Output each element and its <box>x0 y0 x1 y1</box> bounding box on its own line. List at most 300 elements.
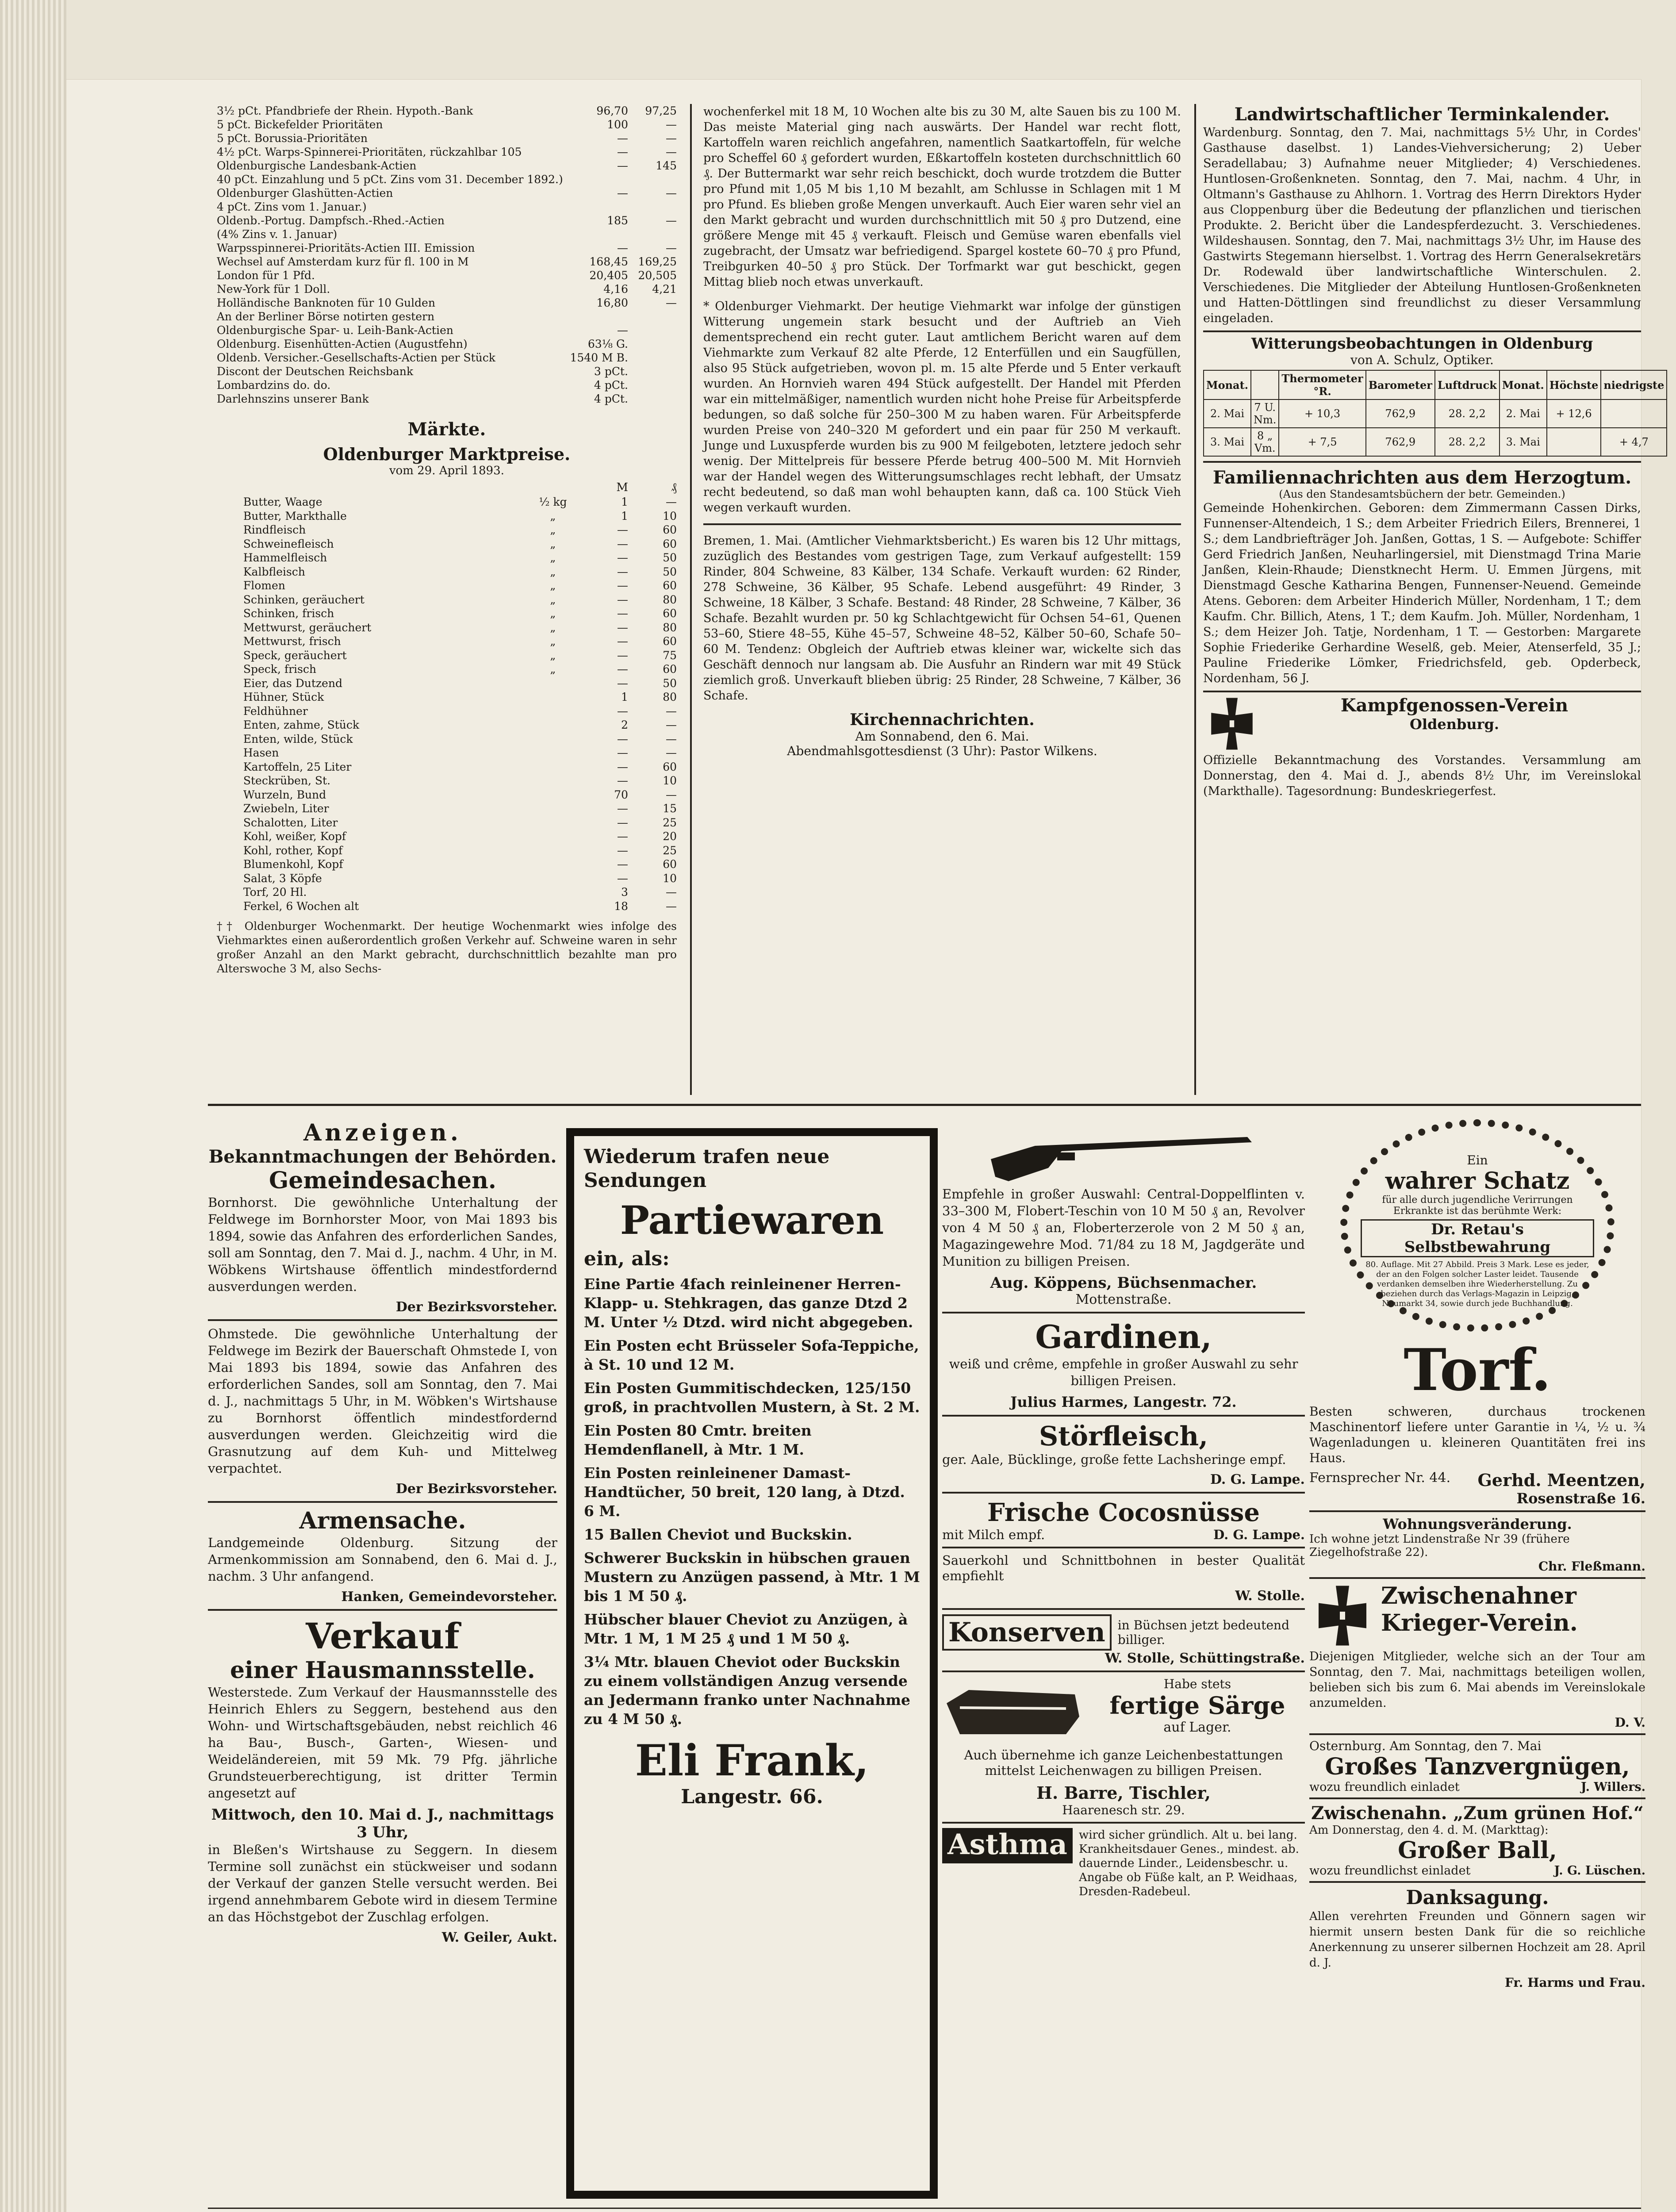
market-row <box>243 774 677 788</box>
zw-text: Diejenigen Mitglieder, welche sich an der Tour am Sonntag, den 7. Mai, nachmittags beteiligen wollen, belieben sich bis zum 6. Mai abends im Vereinslokale anzumelden. <box>1309 1650 1645 1710</box>
konserven-text: in Büchsen jetzt bedeutend billiger. <box>1117 1618 1289 1647</box>
stock-buy: — <box>617 146 628 158</box>
termin-heading: Landwirtschaftlicher Terminkalender. <box>1234 104 1610 125</box>
ball-name: J. G. Lüschen. <box>1554 1864 1645 1878</box>
partie-item: Ein Posten 80 Cmtr. breiten Hemdenflanell, à Mtr. 1 M. <box>584 1422 812 1458</box>
stock-buy: 63⅛ G. <box>587 338 628 350</box>
saerge-sub: auf Lager. <box>1163 1720 1231 1735</box>
partie-ein: ein, als: <box>584 1248 670 1270</box>
market-pf: 10 <box>663 509 677 522</box>
market-item: Hasen <box>243 746 279 759</box>
tanz-line <box>1309 1780 1645 1794</box>
weather-header: Barometer <box>1366 370 1435 399</box>
stock-label: Wechsel auf Amsterdam kurz für fl. 100 in M <box>217 255 469 268</box>
stock-row <box>217 255 677 269</box>
stock-label: (4% Zins v. 1. Januar) <box>217 228 338 241</box>
market-pf: — <box>666 732 677 745</box>
market-mark: 2 <box>621 718 628 731</box>
stock-row <box>217 378 677 392</box>
weather-cell: + 7,5 <box>1279 428 1365 456</box>
market-prices <box>217 495 677 913</box>
market-row <box>243 844 677 858</box>
partie-title: Partiewaren <box>620 1197 884 1243</box>
weather-cell: + 4,7 <box>1601 428 1667 456</box>
stock-row <box>217 337 677 351</box>
stock-row <box>217 104 677 118</box>
eli-addr: Langestr. 66. <box>681 1786 823 1808</box>
market-pf: 50 <box>663 676 677 690</box>
stock-label: Holländische Banknoten für 10 Gulden <box>217 296 436 309</box>
ofter-text: Osternburg. Am Sonntag, den 7. Mai <box>1309 1739 1542 1753</box>
market-unit <box>526 885 579 899</box>
column-rule <box>690 104 692 1095</box>
stock-label: 5 pCt. Bickefelder Prioritäten <box>217 118 383 131</box>
market-row <box>243 690 677 704</box>
market-row <box>243 509 677 523</box>
market-pf: 60 <box>663 537 677 550</box>
footer-rule <box>208 2208 1641 2209</box>
market-item: Mettwurst, geräuchert <box>243 621 372 634</box>
tanz-title: Großes Tanzvergnügen, <box>1325 1753 1630 1780</box>
market-pf: 80 <box>663 691 677 703</box>
market-unit <box>526 760 579 774</box>
book-page-edges <box>0 0 66 2212</box>
market-title: Oldenburger Marktpreise. <box>323 444 571 464</box>
market-item: Enten, zahme, Stück <box>243 718 360 731</box>
divider <box>1203 330 1641 332</box>
zw-krieger-ad <box>1309 1582 1645 1649</box>
stock-buy <box>563 173 629 186</box>
stock-sell <box>628 351 677 365</box>
divider <box>942 1822 1305 1824</box>
schatz-text: für alle durch jugendliche Verirrungen Erkrankte ist das berühmte Werk: <box>1382 1194 1573 1217</box>
wohnung-title: Wohnungsveränderung. <box>1383 1516 1572 1532</box>
official-notices <box>208 1119 557 2199</box>
stock-sell: — <box>666 132 677 145</box>
stock-buy: 96,70 <box>596 104 628 117</box>
schatz-ad <box>1340 1119 1615 1332</box>
market-item: Ferkel, 6 Wochen alt <box>243 899 359 913</box>
market-item: Flomen <box>243 579 285 592</box>
calendar-column <box>1203 104 1664 1104</box>
market-unit <box>526 704 579 718</box>
stock-sell: — <box>666 242 677 254</box>
weather-header: Thermometer °R. <box>1279 370 1365 399</box>
market-item: Feldhühner <box>243 704 308 718</box>
stock-sell <box>628 378 677 392</box>
divider <box>942 1492 1305 1494</box>
market-row <box>243 621 677 635</box>
saerge-pre: Habe stets <box>1163 1677 1231 1691</box>
market-row <box>243 816 677 830</box>
stock-row <box>217 131 677 145</box>
market-pf: 25 <box>663 816 677 829</box>
market-mark: — <box>617 676 628 690</box>
coco-line <box>942 1527 1305 1542</box>
market-item: Schalotten, Liter <box>243 816 338 829</box>
dank-title: Danksagung. <box>1406 1886 1549 1909</box>
kampf-title: Kampfgenossen-Verein <box>1340 695 1569 716</box>
asthma-text: wird sicher gründlich. Alt u. bei lang. Krankheitsdauer Genes., mindest. ab. dauernde Linder., Leidensbeschr. u. Angabe ob Füße kalt, an P. Weidhaas, Dresden-Radebeul. <box>1078 1828 1299 1898</box>
stock-sell <box>628 365 677 378</box>
column-rule <box>1194 104 1196 1095</box>
market-unit <box>526 844 579 858</box>
torf-addr: Rosenstraße 16. <box>1516 1490 1645 1507</box>
gardinen-text: weiß und crême, empfehle in großer Auswahl zu sehr billigen Preisen. <box>949 1356 1298 1388</box>
stock-row <box>217 365 677 378</box>
stock-row <box>217 145 677 159</box>
section-rule <box>208 1104 1641 1106</box>
stock-label: Warpsspinnerei-Prioritäts-Actien III. Emission <box>217 242 475 254</box>
market-row <box>243 885 677 899</box>
market-item: Speck, geräuchert <box>243 649 347 662</box>
stock-label: Oldenb. Versicher.-Gesellschafts-Actien per Stück <box>217 351 495 364</box>
market-mark: — <box>617 551 628 564</box>
weather-cell: 3. Mai <box>1500 428 1547 456</box>
saerge-addr: Haarenesch str. 29. <box>1062 1803 1185 1817</box>
market-pf: 60 <box>663 858 677 871</box>
stock-sell: — <box>666 187 677 200</box>
divider <box>1309 1733 1645 1735</box>
stock-label: 4½ pCt. Warps-Spinnerei-Prioritäten, rückzahlbar 105 <box>217 146 522 158</box>
market-unit <box>526 830 579 844</box>
wohnung-text: Ich wohne jetzt Lindenstraße Nr 39 (frühere Ziegelhofstraße 22). <box>1309 1532 1570 1559</box>
familie-heading: Familiennachrichten aus dem Herzogtum. <box>1212 467 1632 488</box>
market-mark: — <box>617 704 628 718</box>
iron-cross-icon <box>1203 695 1261 753</box>
market-pf: — <box>666 886 677 899</box>
market-date: vom 29. April 1893. <box>389 464 505 477</box>
market-unit: „ <box>550 537 556 550</box>
market-mark: — <box>617 760 628 773</box>
market-unit: „ <box>550 607 556 620</box>
verkauf-sub: einer Hausmannsstelle. <box>230 1657 535 1684</box>
stock-label: New-York für 1 Doll. <box>217 283 330 296</box>
schatz-title: wahrer Schatz <box>1385 1167 1570 1194</box>
market-mark: — <box>617 746 628 759</box>
market-row <box>243 718 677 732</box>
tanz-name: J. Willers. <box>1580 1780 1645 1794</box>
stock-label: Lombardzins do. do. <box>217 379 331 392</box>
zw-sign: D. V. <box>1615 1715 1645 1730</box>
stock-sell <box>628 337 677 351</box>
gardinen-title: Gardinen, <box>1035 1318 1212 1356</box>
weather-cell: 28. 2,2 <box>1435 428 1500 456</box>
market-pf: — <box>666 899 677 913</box>
familie-text: Gemeinde Hohenkirchen. Geboren: dem Zimmermann Cassen Dirks, Funnenser-Altendeich, 1 S.; dem Arbeiter Friedrich Eilers, Brennerei, 1 S.; dem Landbriefträger Joh. Janßen, Gottas, 1 S. — Aufgebote: Schiffer Gerd Friedrich Janßen, Neuharlingersiel, mit Dienstmagd Trina Marie Janßen, Klein-Rhaude; Dienstknecht Herm. U. Emmen Jürgens, mit Dienstmagd Gesche Katharina Bengen, Funnenser-Neuend. Gemeinde Atens. Geboren: dem Arbeiter Hinderich Müller, Nordenham, 1 T.; dem Kaufm. Chr. Billich, Atens, 1 T.; dem Kaufm. Joh. Müller, Nordenham, 1 S.; dem Heizer Joh. Tatje, Nordenham, 1 T. — Gestorben: Margarete Sophie Friederike Gerhardine Weselß, geb. Meier, Atenserfeld, 35 J.; Pauline Friederike Lömker, Friedrichsfeld, geb. Opderbeck, Nordenham, 56 J. <box>1203 501 1641 685</box>
weather-header: niedrigste <box>1601 370 1667 399</box>
saerge-title: fertige Särge <box>1109 1691 1285 1720</box>
stoer-title: Störfleisch, <box>1039 1421 1208 1452</box>
market-mark: 1 <box>621 691 628 703</box>
weather-cell: 3. Mai <box>1204 428 1251 456</box>
market-pf: — <box>666 718 677 731</box>
weather-row <box>1204 428 1667 456</box>
market-pf: 60 <box>663 607 677 620</box>
stock-sell: — <box>666 214 677 227</box>
market-item: Kalbfleisch <box>243 565 305 578</box>
stock-buy: — <box>617 324 628 337</box>
market-row <box>243 746 677 760</box>
partie-items <box>584 1275 920 1728</box>
divider <box>1309 1577 1645 1579</box>
market-item: Kohl, weißer, Kopf <box>243 830 346 843</box>
divider <box>703 523 1181 525</box>
market-mark: — <box>617 732 628 745</box>
gemeindesachen-heading: Gemeindesachen. <box>268 1167 497 1194</box>
stock-row <box>217 351 677 365</box>
market-row <box>243 704 677 718</box>
market-item: Schinken, geräuchert <box>243 593 364 606</box>
market-mark: — <box>617 579 628 592</box>
stock-rates <box>217 104 677 406</box>
market-unit: „ <box>550 509 556 522</box>
saerge-ad <box>942 1677 1305 1747</box>
market-unit <box>526 802 579 816</box>
stock-buy: 100 <box>607 118 628 131</box>
schatz-book: Dr. Retau's Selbstbewahrung <box>1361 1219 1594 1257</box>
market-row <box>243 607 677 621</box>
familie-sub: (Aus den Standesamtsbüchern der betr. Gemeinden.) <box>1279 488 1565 500</box>
stock-sell: 97,25 <box>645 104 677 117</box>
market-pf: — <box>666 788 677 801</box>
stock-sell <box>628 310 677 323</box>
market-mark: — <box>617 621 628 634</box>
zw-title-1: Zwischenahner <box>1381 1582 1576 1609</box>
kirchen-heading: Kirchennachrichten. <box>850 710 1035 729</box>
market-mark: 1 <box>621 495 628 508</box>
market-item: Hammelfleisch <box>243 551 327 564</box>
market-row <box>243 676 677 691</box>
market-row <box>243 872 677 886</box>
market-mark: — <box>617 844 628 857</box>
partiewaren-ad <box>566 1128 938 2199</box>
torf-name: Gerhd. Meentzen, <box>1477 1470 1645 1490</box>
torf-tel: Fernsprecher Nr. 44. <box>1309 1470 1451 1486</box>
stock-label: 4 pCt. Zins vom 1. Januar.) <box>217 200 367 213</box>
weather-cell: 28. 2,2 <box>1435 399 1500 428</box>
divider <box>942 1415 1305 1417</box>
market-item: Speck, frisch <box>243 663 317 676</box>
asthma-ad <box>942 1828 1305 1899</box>
market-unit <box>526 816 579 830</box>
market-item: Salat, 3 Köpfe <box>243 872 322 885</box>
gruen-title: Zwischenahn. „Zum grünen Hof.“ <box>1311 1803 1644 1824</box>
stock-buy: 16,80 <box>596 296 628 309</box>
viehmarkt-report: * Oldenburger Viehmarkt. Der heutige Viehmarkt war infolge der günstigen Witterung ungemein stark besucht und der Auftrieb an Vieh dementsprechend ein recht guter. Laut amtlichem Bericht waren auf dem Viehmarkte zum Verkauf 82 alte Pferde, 12 Enterfüllen und ein Saugfüllen, also 95 Stück aufgetrieben, wovon pl. m. 15 alte Pferde und 5 Enter verkauft wurden. An Hornvieh waren 494 Stück aufgestellt. Der Handel mit Pferden war ein mittelmäßiger, namentlich wurden nicht hohe Preise für Arbeitspferde bedungen, so daß solche für 250–300 M zu haben waren. Für Arbeitspferde wurden Preise von 240–320 M gefordert und ein paar für 250 M verkauft. Junge und Luxuspferde wurden bis zu 900 M feilgeboten, letztere jedoch sehr wenig. Der Mittelpreis für bessere Pferde betrug 400–500 M. Mit Hornvieh war der Handel wegen des Witterungsumschlages recht lebhaft, der Umsatz recht bedeutend, so daß man wohl behaupten kann, daß ca. 100 Stück Vieh wegen verkauft wurden. <box>703 300 1181 515</box>
stock-sell: — <box>666 146 677 158</box>
stock-row <box>217 241 677 255</box>
coco-text: mit Milch empf. <box>942 1527 1045 1542</box>
divider <box>942 1671 1305 1672</box>
market-mark: — <box>617 663 628 676</box>
torf-title: Torf. <box>1404 1336 1551 1404</box>
divider <box>208 1501 557 1503</box>
konserven-name: W. Stolle, Schüttingstraße. <box>1105 1651 1305 1666</box>
bornhorst-notice: Bornhorst. Die gewöhnliche Unterhaltung der Feldwege im Bornhorster Moor, von Mai 1893 bis 1894, sowie das Anfahren des erforderlichen Sandes, soll am Sonntag, den 7. Mai d. J., nachm. 4 Uhr, in M. Wöbkens Wirtshause öffentlich mindestfordernd ausverdungen werden. <box>208 1195 557 1294</box>
stock-row <box>217 310 677 323</box>
weather-cell: 762,9 <box>1366 428 1435 456</box>
stock-row <box>217 282 677 296</box>
market-pf: 60 <box>663 663 677 676</box>
stock-sell: — <box>666 118 677 131</box>
market-mark: — <box>617 649 628 662</box>
konserven-ad <box>942 1614 1305 1651</box>
stock-buy: 4,16 <box>603 283 628 296</box>
market-pf: 60 <box>663 523 677 536</box>
stock-label: Oldenburgische Landesbank-Actien <box>217 159 417 172</box>
bezirk-sign-1: Der Bezirksvorsteher. <box>395 1299 557 1315</box>
market-pf: 20 <box>663 830 677 843</box>
market-unit-mark: M <box>616 481 628 494</box>
market-unit: „ <box>550 649 556 662</box>
stock-buy: 185 <box>607 214 628 227</box>
schatz-ein: Ein <box>1467 1153 1488 1167</box>
stock-buy: 3 pCt. <box>594 365 628 378</box>
coco-name: D. G. Lampe. <box>1213 1527 1305 1542</box>
stock-row <box>217 323 677 337</box>
verkauf-heading: Verkauf <box>306 1615 460 1657</box>
weather-cell: + 12,6 <box>1547 399 1601 428</box>
stock-buy: 20,405 <box>589 269 628 282</box>
market-unit <box>526 746 579 760</box>
divider <box>942 1547 1305 1548</box>
bremen-report: Bremen, 1. Mai. (Amtlicher Viehmarktsbericht.) Es waren bis 12 Uhr mittags, zuzüglich des Bestandes vom gestrigen Tage, zum Verkauf aufgestellt: 159 Rinder, 804 Schweine, 83 Kälber, 134 Schafe. Verkauft wurden: 62 Rinder, 278 Schweine, 36 Kälber, 95 Schafe. Lebend ausgeführt: 49 Rinder, 3 Schweine, 18 Kälber, 3 Schafe. Bestand: 48 Rinder, 28 Schweine, 7 Kälber, 36 Schafe. Bezahlt wurden pr. 50 kg Schlachtgewicht für Ochsen 54–61, Quenen 53–60, Stiere 48–55, Kühe 45–57, Schweine 48–52, Kälber 50–60, Schafe 50–60 M. Tendenz: Obgleich der Auftrieb etwas kleiner war, wickelte sich das Geschäft dennoch nur langsam ab. Die Ausfuhr an Rindern war mit 49 Stück ziemlich groß. Unverkauft blieben übrig: 25 Rinder, 28 Schweine, 7 Kälber, 36 Schafe. <box>703 534 1181 703</box>
kampf-city: Oldenburg. <box>1409 716 1500 733</box>
bezirk-sign-2: Der Bezirksvorsteher. <box>395 1481 557 1497</box>
market-item: Kartoffeln, 25 Liter <box>243 760 352 773</box>
market-mark: — <box>617 774 628 787</box>
dank-text: Allen verehrten Freunden und Gönnern sagen wir hiermit unsern besten Dank für die so reichliche Anerkennung zu unserer silbernen Hochzeit am 28. April d. J. <box>1309 1910 1645 1970</box>
market-unit: „ <box>550 663 556 676</box>
partie-item: Ein Posten echt Brüsseler Sofa-Teppiche, à St. 10 und 12 M. <box>584 1337 919 1373</box>
stock-row <box>217 392 677 406</box>
weather-cell <box>1547 428 1601 456</box>
market-row <box>243 899 677 914</box>
market-row <box>243 649 677 663</box>
stock-row <box>217 227 677 241</box>
zw-title-2: Krieger-Verein. <box>1381 1609 1578 1636</box>
market-unit: ½ kg <box>539 495 567 508</box>
market-unit <box>526 872 579 886</box>
stock-buy <box>562 227 628 241</box>
koeppens-name: Aug. Köppens, Büchsenmacher. <box>990 1274 1257 1292</box>
market-row <box>243 760 677 774</box>
market-unit: „ <box>550 621 556 634</box>
market-item: Schinken, frisch <box>243 607 334 620</box>
stock-sell <box>628 323 677 337</box>
weather-header: Luftdruck <box>1435 370 1500 399</box>
market-unit <box>526 676 579 691</box>
market-item: Wurzeln, Bund <box>243 788 326 801</box>
stock-sell: 169,25 <box>638 255 677 268</box>
market-unit: „ <box>550 593 556 606</box>
market-item: Steckrüben, St. <box>243 774 331 787</box>
market-item: Eier, das Dutzend <box>243 676 343 690</box>
stock-buy: — <box>617 159 628 172</box>
wochenmarkt-report: †† Oldenburger Wochenmarkt. Der heutige Wochenmarkt wies infolge des Viehmarktes einen außerordentlich großen Verkehr auf. Schweine waren in sehr großer Anzahl an den Markt gebracht, durchschnittlich bezahlte man pro Alterswoche 3 M, also Sechs- <box>217 920 677 975</box>
market-unit-pf: ₰ <box>671 481 677 494</box>
partie-item: Ein Posten reinleinener Damast-Handtücher, 50 breit, 120 lang, à Dtzd. 6 M. <box>584 1464 905 1520</box>
stock-label: Oldenburg. Eisenhütten-Actien (Augustfehn) <box>217 338 468 350</box>
market-unit: „ <box>550 523 556 536</box>
stock-buy <box>562 310 628 323</box>
market-unit <box>526 718 579 732</box>
eli-frank: Eli Frank, <box>635 1736 869 1786</box>
divider <box>1203 691 1641 692</box>
konserven-title: Konserven <box>942 1614 1112 1651</box>
market-mark: 70 <box>614 788 628 801</box>
stock-buy: — <box>617 132 628 145</box>
stock-label: 40 pCt. Einzahlung und 5 pCt. Zins vom 31. December 1892.) <box>217 173 563 186</box>
stock-sell <box>628 227 677 241</box>
stock-sell: — <box>666 296 677 309</box>
saerge-text: Auch übernehme ich ganze Leichenbestattungen mittelst Leichenwagen zu billigen Preisen. <box>964 1747 1283 1778</box>
weather-header <box>1251 370 1279 399</box>
koeppens-addr: Mottenstraße. <box>1075 1292 1172 1307</box>
market-row <box>243 523 677 537</box>
market-report-continued: wochenferkel mit 18 M, 10 Wochen alte bis zu 30 M, alte Sauen bis zu 100 M. Das meiste Material ging nach auswärts. Der Handel war recht flott, Kartoffeln waren reichlich angefahren, namentlich Saatkartoffeln, für welche pro Scheffel 60 ₰ gefordert wurden, Eßkartoffeln kosteten durchschnittlich 60 ₰. Der Buttermarkt war sehr reich beschickt, doch wurde trotzdem die Butter pro Pfund mit 1,05 M bis 1,10 M bezahlt, am Schlusse in Schlagen mit 1 M pro Pfund. Es blieben große Mengen unverkauft. Auch Eier waren sehr viel an den Markt gebracht und wurden durchschnittlich mit 50 ₰ pro Dutzend, eine größere Menge mit 45 ₰ verkauft. Fleisch und Gemüse waren ebenfalls viel zugebracht, der Umsatz war befriedigend. Spargel kostete 60–70 ₰ pro Pfund, Treibgurken 40–50 ₰ pro Stück. Der Torfmarkt war gut beschickt, gegen Mittag blieb noch etwas unverkauft. <box>703 105 1181 289</box>
armen-sign: Hanken, Gemeindevorsteher. <box>341 1589 557 1605</box>
partie-item: Ein Posten Gummitischdecken, 125/150 groß, in prachtvollen Mustern, à St. 2 M. <box>584 1379 920 1416</box>
market-row <box>243 830 677 844</box>
weather-header: Monat. <box>1204 370 1251 399</box>
armen-notice: Landgemeinde Oldenburg. Sitzung der Armenkommission am Sonnabend, den 6. Mai d. J., nachm. 3 Uhr anfangend. <box>208 1535 557 1584</box>
market-row <box>243 788 677 802</box>
gardinen-name: Julius Harmes, Langestr. 72. <box>1010 1394 1237 1410</box>
market-item: Butter, Waage <box>243 495 322 508</box>
verkauf-text-2: in Bleßen's Wirtshause zu Seggern. In diesem Termine soll zunächst ein stückweiser und sodann der Verkauf der ganzen Stelle versucht werden. Bei irgend annehmbarem Gebote wird in diesem Termine an das Höchstgebot der Zuschlag erfolgen. <box>208 1842 557 1924</box>
maerkte-heading: Märkte. <box>407 419 486 440</box>
stock-sell <box>628 200 677 214</box>
stoer-name: D. G. Lampe. <box>1210 1472 1305 1487</box>
market-pf: 60 <box>663 760 677 773</box>
divider <box>1309 1510 1645 1512</box>
market-mark: — <box>617 872 628 885</box>
kampf-ad <box>1203 695 1641 753</box>
partie-item: Schwerer Buckskin in hübschen grauen Mustern zu Anzügen passend, à Mtr. 1 M bis 1 M 50 ₰. <box>584 1549 920 1605</box>
verkauf-date: Mittwoch, den 10. Mai d. J., nachmittags 3 Uhr, <box>211 1806 554 1841</box>
stock-sell: 20,505 <box>638 269 677 282</box>
stock-label: London für 1 Pfd. <box>217 269 315 282</box>
stock-buy: — <box>617 242 628 254</box>
weather-table <box>1203 370 1667 457</box>
stock-sell: 4,21 <box>652 283 677 296</box>
market-pf: 50 <box>663 565 677 578</box>
market-unit: „ <box>550 635 556 648</box>
market-mark: — <box>617 635 628 648</box>
market-item: Torf, 20 Hl. <box>243 886 307 899</box>
stock-label: An der Berliner Börse notirten gestern <box>217 310 435 323</box>
market-mark: — <box>617 816 628 829</box>
market-row <box>243 551 677 565</box>
market-mark: — <box>617 593 628 606</box>
wohnung-name: Chr. Fleßmann. <box>1538 1559 1645 1574</box>
stock-buy <box>562 200 628 214</box>
weather-header: Höchste <box>1547 370 1601 399</box>
weather-cell: 7 U. Nm. <box>1251 399 1279 428</box>
stock-label: Darlehnszins unserer Bank <box>217 392 369 405</box>
armen-heading: Armensache. <box>299 1507 466 1534</box>
weather-header: Monat. <box>1500 370 1547 399</box>
anzeigen-heading: Anzeigen. <box>303 1119 462 1146</box>
market-pf: — <box>666 495 677 508</box>
market-mark: — <box>617 607 628 620</box>
rifle-icon <box>982 1119 1265 1186</box>
divider <box>208 1319 557 1321</box>
stock-row <box>217 159 677 173</box>
market-pf: 60 <box>663 635 677 648</box>
